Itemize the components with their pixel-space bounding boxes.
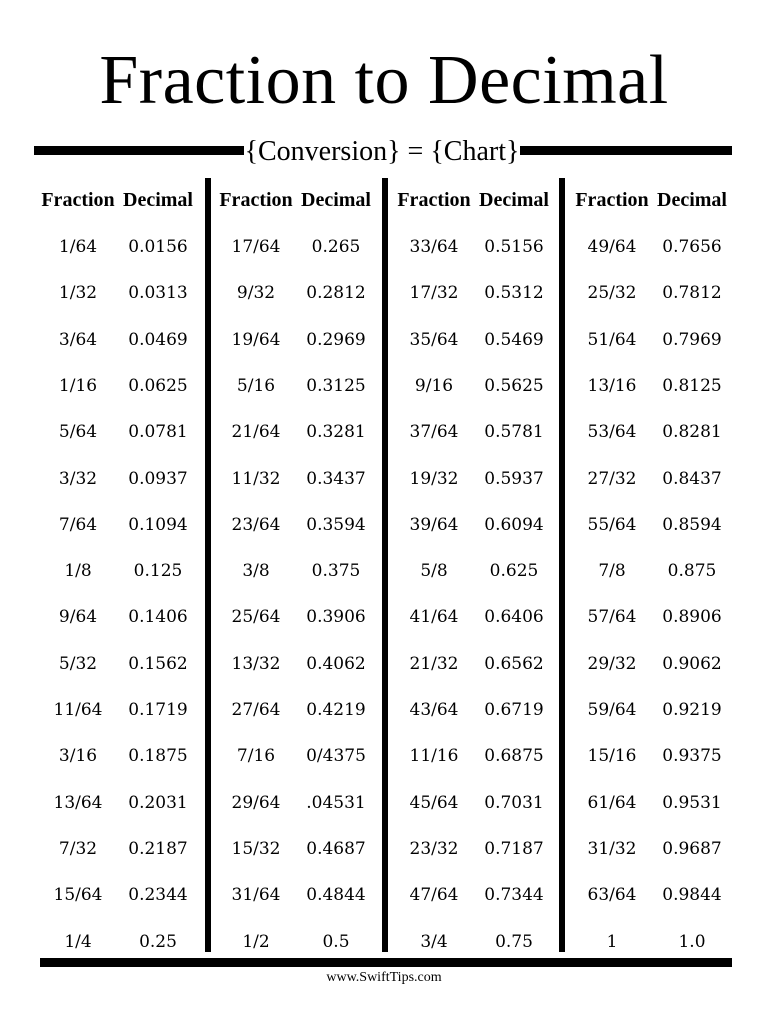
- decimal-cell: .04531: [306, 793, 366, 813]
- fraction-cell: 11/16: [409, 746, 459, 766]
- fraction-cell: 3/64: [58, 330, 98, 350]
- fraction-cell: 5/32: [58, 654, 98, 674]
- decimal-cell: 0.2969: [306, 330, 366, 350]
- fraction-cell: 3/8: [242, 561, 270, 581]
- decimal-cell: 0.5469: [484, 330, 544, 350]
- header-fraction: Fraction: [397, 189, 471, 211]
- subtitle-bar-left: [34, 146, 244, 155]
- decimal-cell: 0.7969: [662, 330, 722, 350]
- decimal-cell: 0.8281: [662, 422, 722, 442]
- subtitle: {Conversion} = {Chart}: [244, 136, 520, 167]
- fraction-cell: 7/16: [236, 746, 276, 766]
- decimal-cell: 0.7656: [662, 237, 722, 257]
- fraction-cell: 19/64: [231, 330, 281, 350]
- fraction-cell: 17/64: [231, 237, 281, 257]
- fraction-cell: 1/4: [64, 932, 92, 952]
- decimal-cell: 0.0313: [128, 283, 188, 303]
- decimal-cell: 0.3281: [306, 422, 366, 442]
- decimal-cell: 0.8906: [662, 607, 722, 627]
- fraction-cell: 53/64: [587, 422, 637, 442]
- fraction-cell: 1/32: [58, 283, 98, 303]
- decimal-cell: 0.625: [489, 561, 539, 581]
- decimal-cell: 0.2031: [128, 793, 188, 813]
- decimal-cell: 0.2812: [306, 283, 366, 303]
- fraction-cell: 19/32: [409, 469, 459, 489]
- fraction-cell: 1/2: [242, 932, 270, 952]
- fraction-cell: 13/64: [53, 793, 103, 813]
- decimal-cell: 0.8125: [662, 376, 722, 396]
- fraction-cell: 21/64: [231, 422, 281, 442]
- fraction-cell: 11/32: [231, 469, 281, 489]
- bottom-divider: [40, 958, 732, 967]
- fraction-cell: 1/64: [58, 237, 98, 257]
- fraction-cell: 3/16: [58, 746, 98, 766]
- fraction-cell: 29/32: [587, 654, 637, 674]
- decimal-cell: 0.75: [495, 932, 533, 952]
- fraction-cell: 25/32: [587, 283, 637, 303]
- fraction-cell: 7/32: [58, 839, 98, 859]
- fraction-cell: 7/8: [598, 561, 626, 581]
- decimal-cell: 1.0: [678, 932, 706, 952]
- fraction-cell: 57/64: [587, 607, 637, 627]
- fraction-cell: 45/64: [409, 793, 459, 813]
- decimal-cell: 0.0937: [128, 469, 188, 489]
- fraction-cell: 11/64: [53, 700, 103, 720]
- decimal-cell: 0.3125: [306, 376, 366, 396]
- decimal-cell: 0.5937: [484, 469, 544, 489]
- subtitle-bar-right: [520, 146, 732, 155]
- header-fraction: Fraction: [41, 189, 115, 211]
- header-decimal: Decimal: [479, 189, 549, 211]
- decimal-cell: 0.6562: [484, 654, 544, 674]
- fraction-cell: 13/32: [231, 654, 281, 674]
- fraction-cell: 59/64: [587, 700, 637, 720]
- decimal-cell: 0.0469: [128, 330, 188, 350]
- fraction-cell: 15/32: [231, 839, 281, 859]
- decimal-cell: 0.1406: [128, 607, 188, 627]
- fraction-cell: 9/32: [236, 283, 276, 303]
- fraction-cell: 23/64: [231, 515, 281, 535]
- decimal-cell: 0.4687: [306, 839, 366, 859]
- fraction-cell: 31/64: [231, 885, 281, 905]
- fraction-cell: 61/64: [587, 793, 637, 813]
- fraction-cell: 29/64: [231, 793, 281, 813]
- fraction-cell: 9/64: [58, 607, 98, 627]
- decimal-cell: 0.9687: [662, 839, 722, 859]
- decimal-cell: 0.265: [311, 237, 361, 257]
- decimal-cell: 0.2187: [128, 839, 188, 859]
- fraction-cell: 27/64: [231, 700, 281, 720]
- fraction-cell: 41/64: [409, 607, 459, 627]
- fraction-cell: 17/32: [409, 283, 459, 303]
- decimal-cell: 0.3594: [306, 515, 366, 535]
- decimal-cell: 0/4375: [306, 746, 366, 766]
- decimal-cell: 0.7812: [662, 283, 722, 303]
- decimal-cell: 0.9219: [662, 700, 722, 720]
- decimal-cell: 0.125: [133, 561, 183, 581]
- fraction-cell: 15/16: [587, 746, 637, 766]
- decimal-cell: 0.6719: [484, 700, 544, 720]
- header-decimal: Decimal: [301, 189, 371, 211]
- decimal-cell: 0.1094: [128, 515, 188, 535]
- fraction-cell: 23/32: [409, 839, 459, 859]
- decimal-cell: 0.3437: [306, 469, 366, 489]
- decimal-cell: 0.9375: [662, 746, 722, 766]
- header-fraction: Fraction: [219, 189, 293, 211]
- decimal-cell: 0.4062: [306, 654, 366, 674]
- decimal-cell: 0.875: [667, 561, 717, 581]
- fraction-cell: 5/16: [236, 376, 276, 396]
- fraction-cell: 9/16: [414, 376, 454, 396]
- fraction-cell: 39/64: [409, 515, 459, 535]
- fraction-cell: 7/64: [58, 515, 98, 535]
- decimal-cell: 0.7187: [484, 839, 544, 859]
- fraction-cell: 1/8: [64, 561, 92, 581]
- decimal-cell: 0.0156: [128, 237, 188, 257]
- decimal-cell: 0.25: [139, 932, 177, 952]
- decimal-cell: 0.7031: [484, 793, 544, 813]
- fraction-cell: 13/16: [587, 376, 637, 396]
- fraction-cell: 1/16: [58, 376, 98, 396]
- decimal-cell: 0.1875: [128, 746, 188, 766]
- column-divider: [382, 178, 388, 952]
- fraction-cell: 37/64: [409, 422, 459, 442]
- header-decimal: Decimal: [123, 189, 193, 211]
- fraction-cell: 51/64: [587, 330, 637, 350]
- decimal-cell: 0.8437: [662, 469, 722, 489]
- decimal-cell: 0.0781: [128, 422, 188, 442]
- fraction-cell: 31/32: [587, 839, 637, 859]
- fraction-cell: 35/64: [409, 330, 459, 350]
- decimal-cell: 0.6406: [484, 607, 544, 627]
- decimal-cell: 0.6875: [484, 746, 544, 766]
- fraction-cell: 1: [606, 932, 618, 952]
- decimal-cell: 0.5625: [484, 376, 544, 396]
- decimal-cell: 0.5: [322, 932, 350, 952]
- decimal-cell: 0.5156: [484, 237, 544, 257]
- decimal-cell: 0.9531: [662, 793, 722, 813]
- decimal-cell: 0.5312: [484, 283, 544, 303]
- fraction-cell: 47/64: [409, 885, 459, 905]
- decimal-cell: 0.7344: [484, 885, 544, 905]
- fraction-cell: 5/8: [420, 561, 448, 581]
- fraction-cell: 3/4: [420, 932, 448, 952]
- decimal-cell: 0.9844: [662, 885, 722, 905]
- decimal-cell: 0.6094: [484, 515, 544, 535]
- decimal-cell: 0.8594: [662, 515, 722, 535]
- page-title: Fraction to Decimal: [99, 42, 669, 119]
- fraction-cell: 3/32: [58, 469, 98, 489]
- header-fraction: Fraction: [575, 189, 649, 211]
- decimal-cell: 0.1562: [128, 654, 188, 674]
- fraction-cell: 55/64: [587, 515, 637, 535]
- fraction-cell: 27/32: [587, 469, 637, 489]
- decimal-cell: 0.9062: [662, 654, 722, 674]
- fraction-cell: 5/64: [58, 422, 98, 442]
- fraction-cell: 49/64: [587, 237, 637, 257]
- footer-website: www.SwiftTips.com: [326, 970, 442, 985]
- decimal-cell: 0.1719: [128, 700, 188, 720]
- decimal-cell: 0.375: [311, 561, 361, 581]
- fraction-cell: 43/64: [409, 700, 459, 720]
- fraction-cell: 25/64: [231, 607, 281, 627]
- fraction-cell: 63/64: [587, 885, 637, 905]
- decimal-cell: 0.5781: [484, 422, 544, 442]
- decimal-cell: 0.2344: [128, 885, 188, 905]
- decimal-cell: 0.0625: [128, 376, 188, 396]
- decimal-cell: 0.4844: [306, 885, 366, 905]
- fraction-cell: 15/64: [53, 885, 103, 905]
- fraction-cell: 33/64: [409, 237, 459, 257]
- column-divider: [559, 178, 565, 952]
- fraction-cell: 21/32: [409, 654, 459, 674]
- header-decimal: Decimal: [657, 189, 727, 211]
- decimal-cell: 0.4219: [306, 700, 366, 720]
- subtitle-row: [0, 134, 768, 170]
- decimal-cell: 0.3906: [306, 607, 366, 627]
